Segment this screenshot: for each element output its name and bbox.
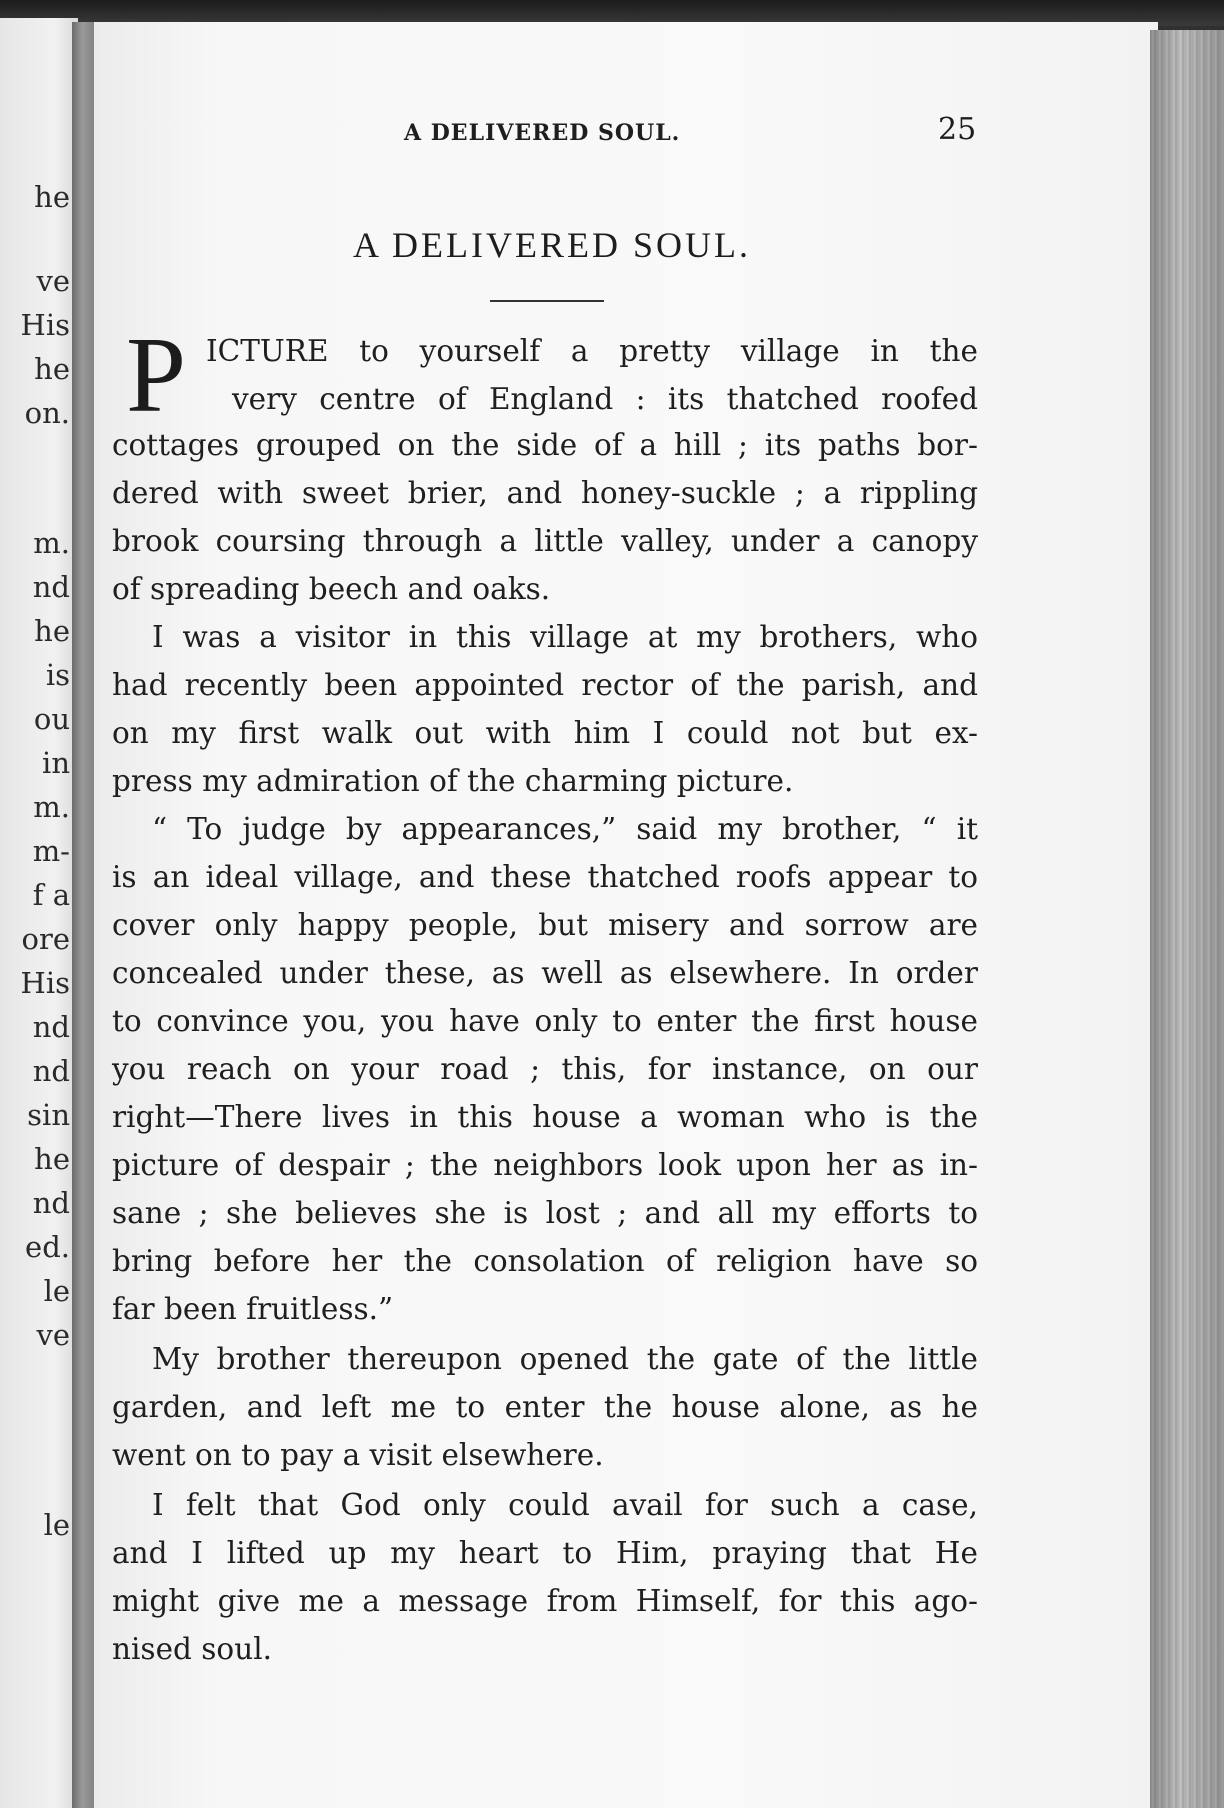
chapter-title: A DELIVERED SOUL. bbox=[353, 225, 751, 265]
previous-page-fragment: nd bbox=[32, 1010, 70, 1044]
text-line: sane ; she believes she is lost ; and all my efforts to bbox=[112, 1196, 978, 1230]
text-line: far been fruitless.” bbox=[112, 1292, 394, 1326]
text-line: had recently been appointed rector of the parish, and bbox=[112, 668, 978, 702]
text-line: dered with sweet brier, and honey-suckle ; a rippling bbox=[112, 476, 978, 510]
previous-page-fragment: is bbox=[45, 658, 70, 692]
page-number: 25 bbox=[938, 112, 977, 147]
text-line: you reach on your road ; this, for instance, on our bbox=[112, 1052, 978, 1086]
previous-page-fragment: he bbox=[34, 614, 70, 648]
text-line: I felt that God only could avail for such a case, bbox=[152, 1488, 978, 1522]
previous-page-fragment: ve bbox=[36, 264, 70, 298]
text-line: brook coursing through a little valley, under a canopy bbox=[112, 524, 978, 558]
text-line: cottages grouped on the side of a hill ; its paths bor- bbox=[112, 428, 978, 462]
text-line: bring before her the consolation of religion have so bbox=[112, 1244, 978, 1278]
previous-page-fragment: nd bbox=[32, 1054, 70, 1088]
previous-page-fragment: ou bbox=[33, 702, 70, 736]
text-line: right—There lives in this house a woman who is the bbox=[112, 1100, 978, 1134]
previous-page-fragment: le bbox=[43, 1274, 70, 1308]
previous-page-fragment: ore bbox=[21, 922, 70, 956]
text-line: My brother thereupon opened the gate of the little bbox=[152, 1342, 978, 1376]
previous-page-fragment: m. bbox=[33, 526, 70, 560]
previous-page-fragment: His bbox=[20, 966, 70, 1000]
previous-page-fragment: f a bbox=[32, 878, 70, 912]
text-line: I was a visitor in this village at my brothers, who bbox=[152, 620, 978, 654]
text-line: picture of despair ; the neighbors look upon her as in- bbox=[112, 1148, 978, 1182]
text-line: press my admiration of the charming picture. bbox=[112, 764, 794, 798]
text-line: concealed under these, as well as elsewhere. In order bbox=[112, 956, 978, 990]
text-line: of spreading beech and oaks. bbox=[112, 572, 551, 606]
previous-page-fragment: he bbox=[34, 180, 70, 214]
previous-page-edge bbox=[0, 18, 78, 1808]
previous-page-fragment: on. bbox=[24, 396, 70, 430]
previous-page-fragment: he bbox=[34, 1142, 70, 1176]
previous-page-fragment: nd bbox=[32, 1186, 70, 1220]
previous-page-fragment: he bbox=[34, 352, 70, 386]
text-line: to convince you, you have only to enter the first house bbox=[112, 1004, 978, 1038]
previous-page-fragment: ve bbox=[36, 1318, 70, 1352]
text-line: ICTURE to yourself a pretty village in the bbox=[206, 334, 978, 368]
running-head: A DELIVERED SOUL. bbox=[404, 120, 681, 146]
previous-page-fragment: m- bbox=[32, 834, 70, 868]
previous-page-fragment: ed. bbox=[25, 1230, 70, 1264]
text-line: very centre of England : its thatched roofed bbox=[232, 382, 978, 416]
text-line: nised soul. bbox=[112, 1632, 273, 1666]
text-line: and I lifted up my heart to Him, praying that He bbox=[112, 1536, 978, 1570]
previous-page-fragment: le bbox=[43, 1508, 70, 1542]
previous-page-fragment: His bbox=[20, 308, 70, 342]
title-rule bbox=[490, 300, 604, 302]
previous-page-fragment: nd bbox=[32, 570, 70, 604]
text-line: “ To judge by appearances,” said my brother, “ it bbox=[152, 812, 978, 846]
page-block-edges bbox=[1150, 30, 1224, 1808]
previous-page-fragment: m. bbox=[33, 790, 70, 824]
previous-page-fragment: sin bbox=[27, 1098, 70, 1132]
text-line: cover only happy people, but misery and sorrow are bbox=[112, 908, 978, 942]
text-line: on my first walk out with him I could not but ex- bbox=[112, 716, 978, 750]
text-line: is an ideal village, and these thatched roofs appear to bbox=[112, 860, 978, 894]
text-line: went on to pay a visit elsewhere. bbox=[112, 1438, 604, 1472]
text-line: garden, and left me to enter the house alone, as he bbox=[112, 1390, 978, 1424]
drop-cap: P bbox=[126, 316, 187, 435]
previous-page-fragment: in bbox=[42, 746, 70, 780]
text-line: might give me a message from Himself, for this ago- bbox=[112, 1584, 978, 1618]
